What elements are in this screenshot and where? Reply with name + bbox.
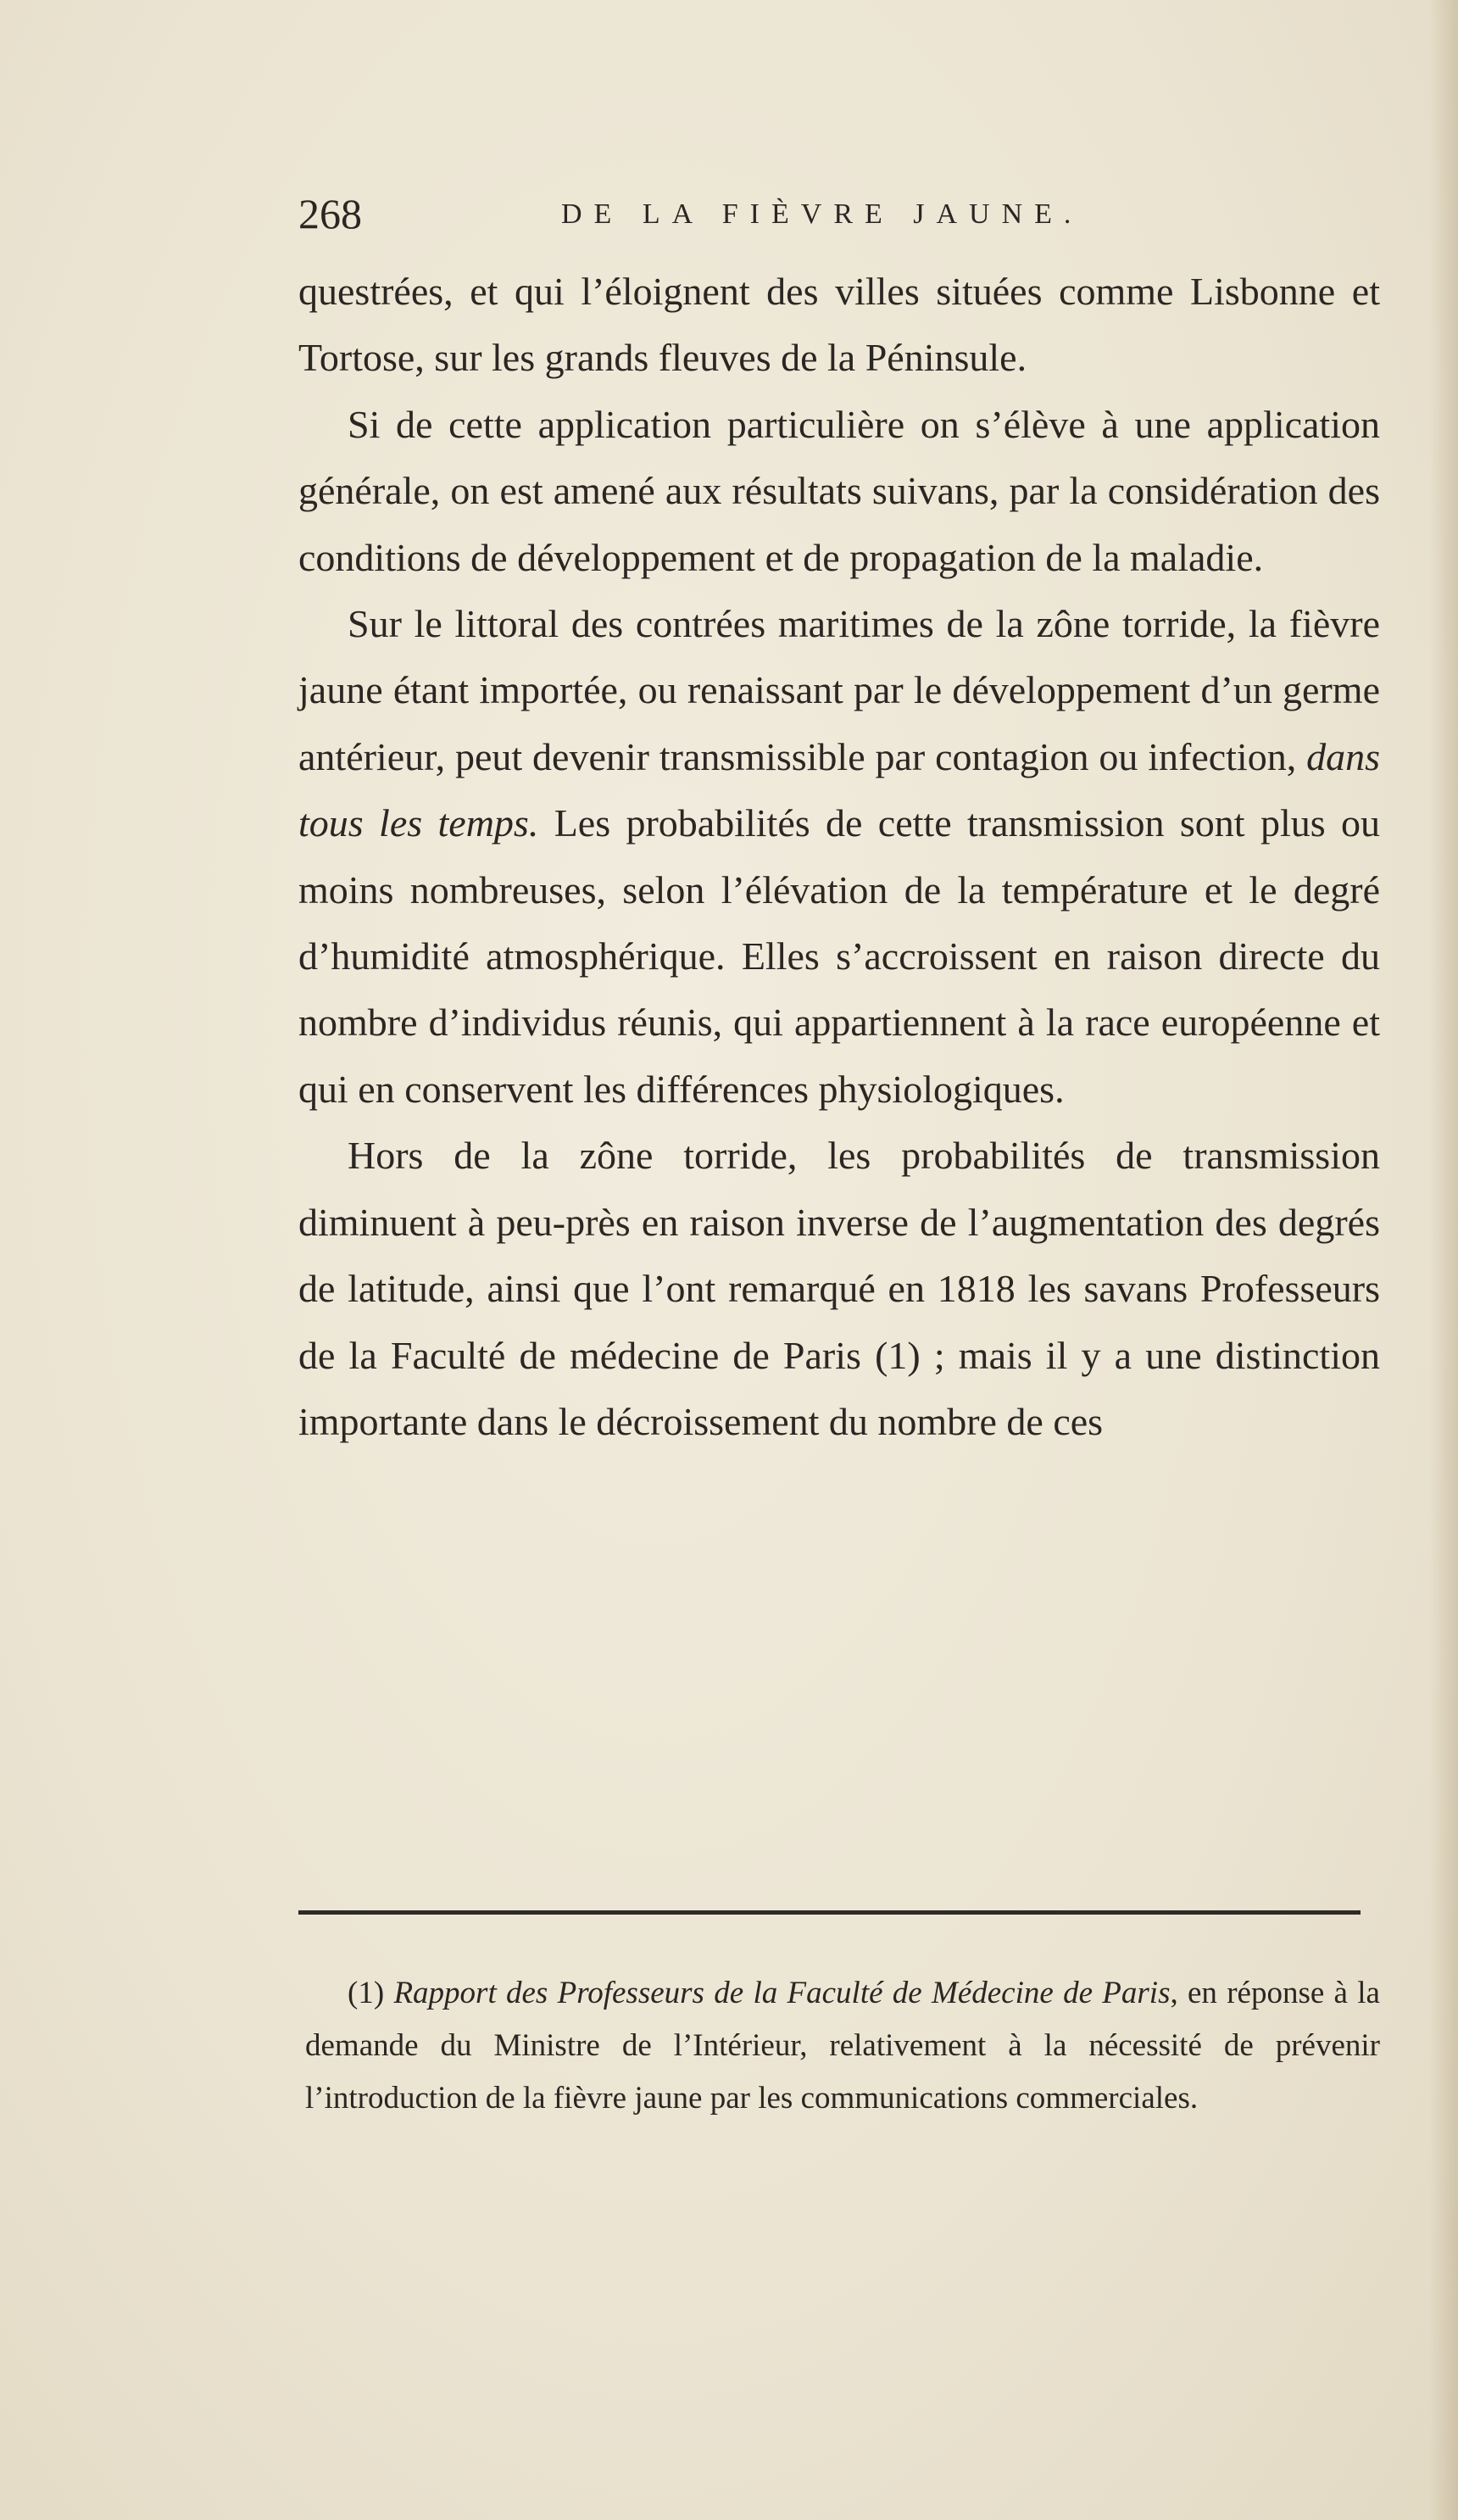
footnote-paragraph (305, 1967, 1380, 2125)
main-text (298, 259, 1380, 1455)
footnote-marker: (1) (348, 1976, 394, 2010)
page-edge-shadow (1429, 0, 1458, 2520)
footnote-title: Rapport des Professeurs de la Faculté de Médecine de Paris (393, 1976, 1171, 2010)
footnote-text: , en réponse à la demande du Ministre de l’Intérieur, relativement à la nécessité de prévenir l’introduction de la fièvre jaune par les communications commerciales. (305, 1976, 1380, 2116)
paragraph-1: questrées, et qui l’éloignent des villes situées comme Lisbonne et Tortose, sur les grands fleuves de la Péninsule. (298, 270, 1380, 380)
paragraph-3 (298, 591, 1380, 1123)
footnote-divider (298, 1910, 1361, 1915)
paragraph-2: Si de cette application particulière on s’élève à une application générale, on est amené aux résultats suivans, par la considération des conditions de développement et de propagation de la maladie. (298, 402, 1380, 579)
paragraph-3-start: Sur le littoral des contrées maritimes de la zône torride, la fièvre jaune étant importée, ou renaissant par le développement d’un germe antérieur, peut devenir transmissible par contagion ou infection, (298, 602, 1380, 778)
paragraph-4: Hors de la zône torride, les probabilités de transmission diminuent à peu-près en raison inverse de l’augmentation des degrés de latitude, ainsi que l’ont remarqué en 1818 les savans Professeurs de la Faculté de médecine de Paris (1) ; mais il y a une distinction importante dans le décroissement du nombre de ces (298, 1134, 1380, 1443)
paragraph-3-italic: dans tous les temps. (298, 734, 1380, 845)
paragraph-3-end: Les probabilités de cette transmission sont plus ou moins nombreuses, selon l’élévation de la température et le degré d’humidité atmosphérique. Elles s’accroissent en raison directe du nombre d’individus réunis, qui appartiennent à la race européenne et qui en conservent les différences physiologiques. (298, 801, 1380, 1111)
page-number: 268 (298, 190, 362, 237)
running-title: DE LA FIÈVRE JAUNE. (561, 198, 1083, 230)
footnote (305, 1967, 1380, 2125)
page-header (298, 188, 1380, 248)
